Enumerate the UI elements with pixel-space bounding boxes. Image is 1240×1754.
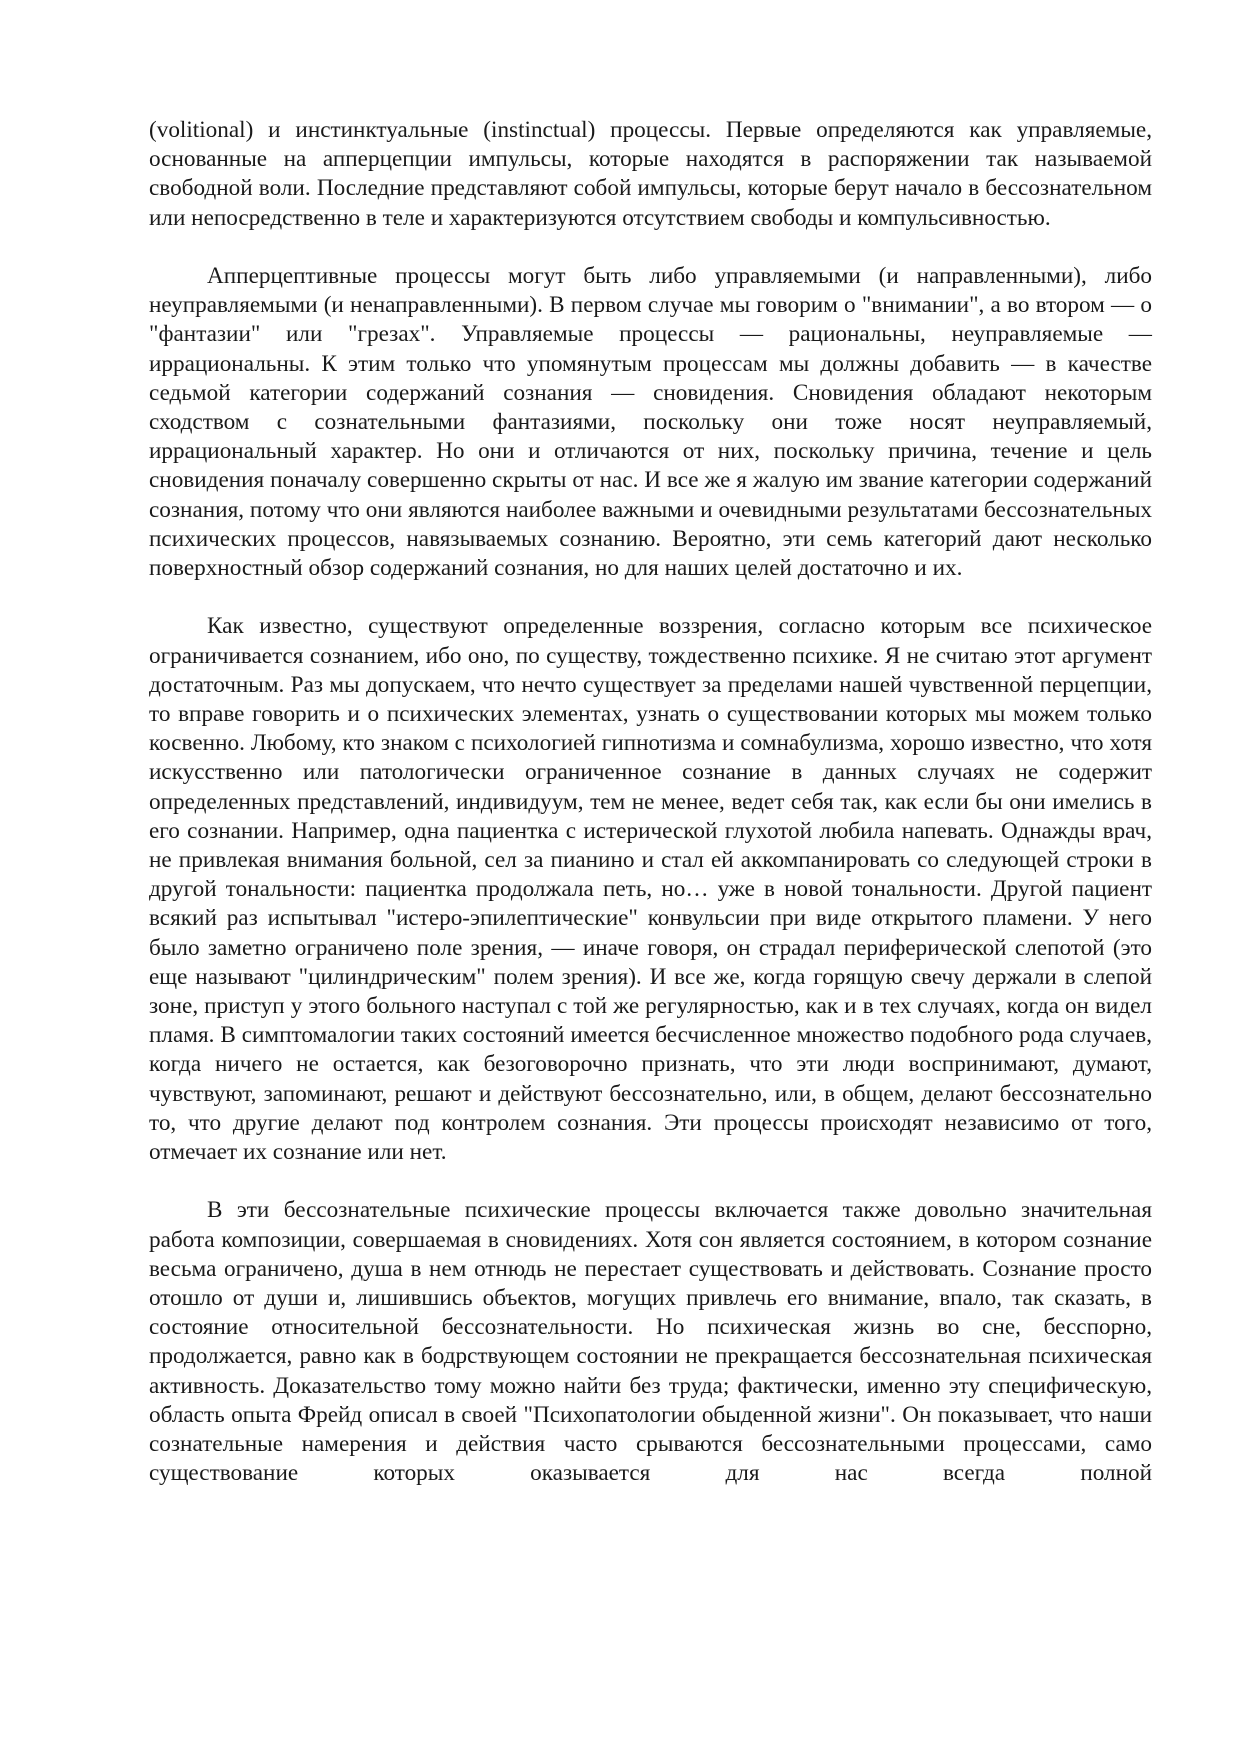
paragraph-2: Апперцептивные процессы могут быть либо управляемыми (и направленными), либо неуправляемыми (и ненаправленными). В первом случае мы говорим о "внимании", а во втором — о "фантазии" или "грезах". Управляемые процессы — рациональны, неуправляемые — иррациональны. К этим только что упомянутым процессам мы должны добавить — в качестве седьмой категории содержаний сознания — сновидения. Сновидения обладают некоторым сходством с сознательными фантазиями, поскольку они тоже носят неуправляемый, иррациональный характер. Но они и отличаются от них, поскольку причина, течение и цель сновидения поначалу совершенно скрыты от нас. И все же я жалую им звание категории содержаний сознания, потому что они являются наиболее важными и очевидными результатами бессознательных психических процессов, навязываемых сознанию. Вероятно, эти семь категорий дают несколько поверхностный обзор содержаний сознания, но для наших целей достаточно и их. <box>149 263 1152 582</box>
paragraph-4: В эти бессознательные психические процессы включается также довольно значительная работа композиции, совершаемая в сновидениях. Хотя сон является состоянием, в котором сознание весьма ограничено, душа в нем отнюдь не перестает существовать и действовать. Сознание просто отошло от души и, лишившись объектов, могущих привлечь его внимание, впало, так сказать, в состояние относительной бессознательности. Но психическая жизнь во сне, бесспорно, продолжается, равно как в бодрствующем состоянии не прекращается бессознательная психическая активность. Доказательство тому можно найти без труда; фактически, именно эту специфическую, область опыта Фрейд описал в своей "Психопатологии обыденной жизни". Он показывает, что наши сознательные намерения и действия часто срываются бессознательными процессами, само существование которых оказывается для нас всегда полной <box>149 1197 1152 1487</box>
paragraph-1: (volitional) и инстинктуальные (instinctual) процессы. Первые определяются как управляемые, основанные на апперцепции импульсы, которые находятся в распоряжении так называемой свободной воли. Последние представляют собой импульсы, которые берут начало в бессознательном или непосредственно в теле и характеризуются отсутствием свободы и компульсивностью. <box>149 117 1152 231</box>
document-page <box>149 116 1152 1489</box>
paragraph-3: Как известно, существуют определенные воззрения, согласно которым все психическое ограничивается сознанием, ибо оно, по существу, тождественно психике. Я не считаю этот аргумент достаточным. Раз мы допускаем, что нечто существует за пределами нашей чувственной перцепции, то вправе говорить и о психических элементах, узнать о существовании которых мы можем только косвенно. Любому, кто знаком с психологией гипнотизма и сомнабулизма, хорошо известно, что хотя искусственно или патологически ограниченное сознание в данных случаях не содержит определенных представлений, индивидуум, тем не менее, ведет себя так, как если бы они имелись в его сознании. Например, одна пациентка с истерической глухотой любила напевать. Однажды врач, не привлекая внимания больной, сел за пианино и стал ей аккомпанировать со следующей строки в другой тональности: пациентка продолжала петь, но… уже в новой тональности. Другой пациент всякий раз испытывал "истеро-эпилептические" конвульсии при виде открытого пламени. У него было заметно ограничено поле зрения, — иначе говоря, он страдал периферической слепотой (это еще называют "цилиндрическим" полем зрения). И все же, когда горящую свечу держали в слепой зоне, приступ у этого больного наступал с той же регулярностью, как и в тех случаях, когда он видел пламя. В симптомалогии таких состояний имеется бесчисленное множество подобного рода случаев, когда ничего не остается, как безоговорочно признать, что эти люди воспринимают, думают, чувствуют, запоминают, решают и действуют бессознательно, или, в общем, делают бессознательно то, что другие делают под контролем сознания. Эти процессы происходят независимо от того, отмечает их сознание или нет. <box>149 613 1152 1166</box>
